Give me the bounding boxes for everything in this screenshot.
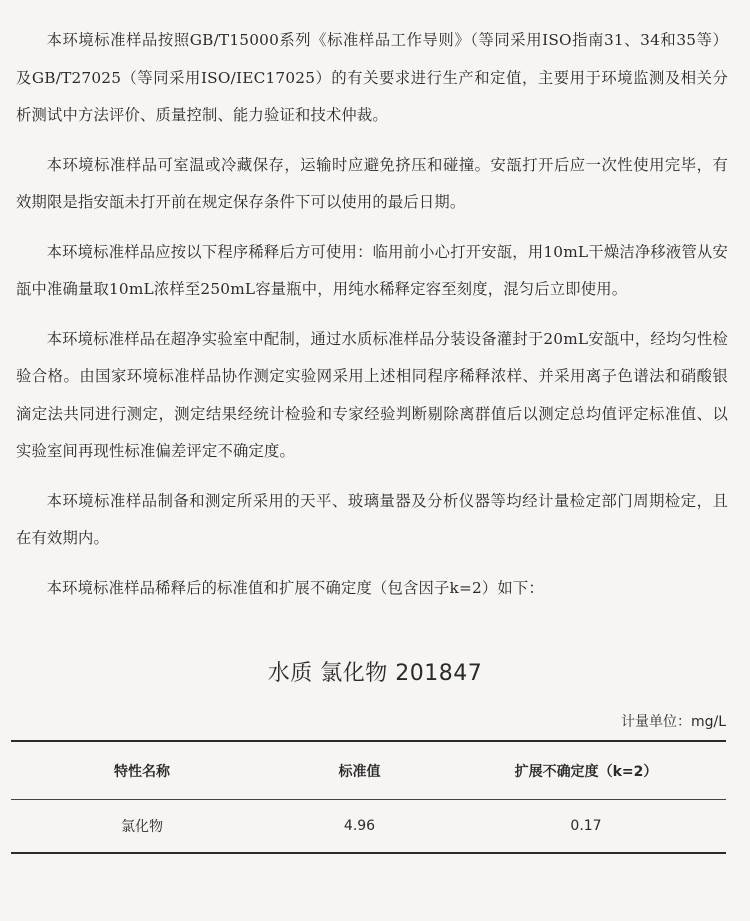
cell-standard-value: 4.96 (343, 818, 376, 834)
table-title: 水质 氯化物 201847 (267, 661, 483, 686)
paragraph-calibration: 本环境标准样品制备和测定所采用的天平、玻璃量器及分析仪器等均经计量检定部门周期检定，且在有效期内。 (16, 491, 728, 547)
table-header-row (11, 742, 726, 799)
paragraph-values-intro: 本环境标准样品稀释后的标准值和扩展不确定度（包含因子k=2）如下： (46, 578, 544, 597)
header-property-name: 特性名称 (114, 763, 170, 780)
paragraph-storage: 本环境标准样品可室温或冷藏保存，运输时应避免挤压和碰撞。安瓿打开后应一次性使用完毕，有效期限是指安瓿未打开前在规定保存条件下可以使用的最后日期。 (16, 155, 728, 211)
table-row (11, 800, 726, 852)
paragraph-scope: 本环境标准样品按照GB/T15000系列《标准样品工作导则》（等同采用ISO指南31、34和35等）及GB/T27025（等同采用ISO/IEC17025）的有关要求进行生产和定值，主要用于环境监测及相关分析测试中方法评价、质量控制、能力验证和技术仲裁。 (16, 31, 728, 124)
header-standard-value: 标准值 (338, 763, 381, 780)
cell-property-name: 氯化物 (121, 819, 163, 835)
unit-label: 计量单位：mg/L (620, 714, 726, 730)
paragraph-preparation: 本环境标准样品在超净实验室中配制，通过水质标准样品分装设备灌封于20mL安瓿中，经均匀性检验合格。由国家环境标准样品协作测定实验网采用上述相同程序稀释浓样、并采用离子色谱法和硝酸银滴定法共同进行测定，测定结果经统计检验和专家经验判断剔除离群值后以测定总均值评定标准值、以实验室间再现性标准偏差评定不确定度。 (16, 329, 728, 460)
header-expanded-uncertainty: 扩展不确定度（k=2） (514, 763, 658, 780)
cell-uncertainty: 0.17 (570, 818, 602, 834)
table-bottom-rule (11, 852, 726, 854)
body-text (16, 22, 728, 619)
paragraph-dilution: 本环境标准样品应按以下程序稀释后方可使用：临用前小心打开安瓿，用10mL干燥洁净移液管从安瓿中准确量取10mL浓样至250mL容量瓶中，用纯水稀释定容至刻度，混匀后立即使用。 (16, 242, 728, 298)
